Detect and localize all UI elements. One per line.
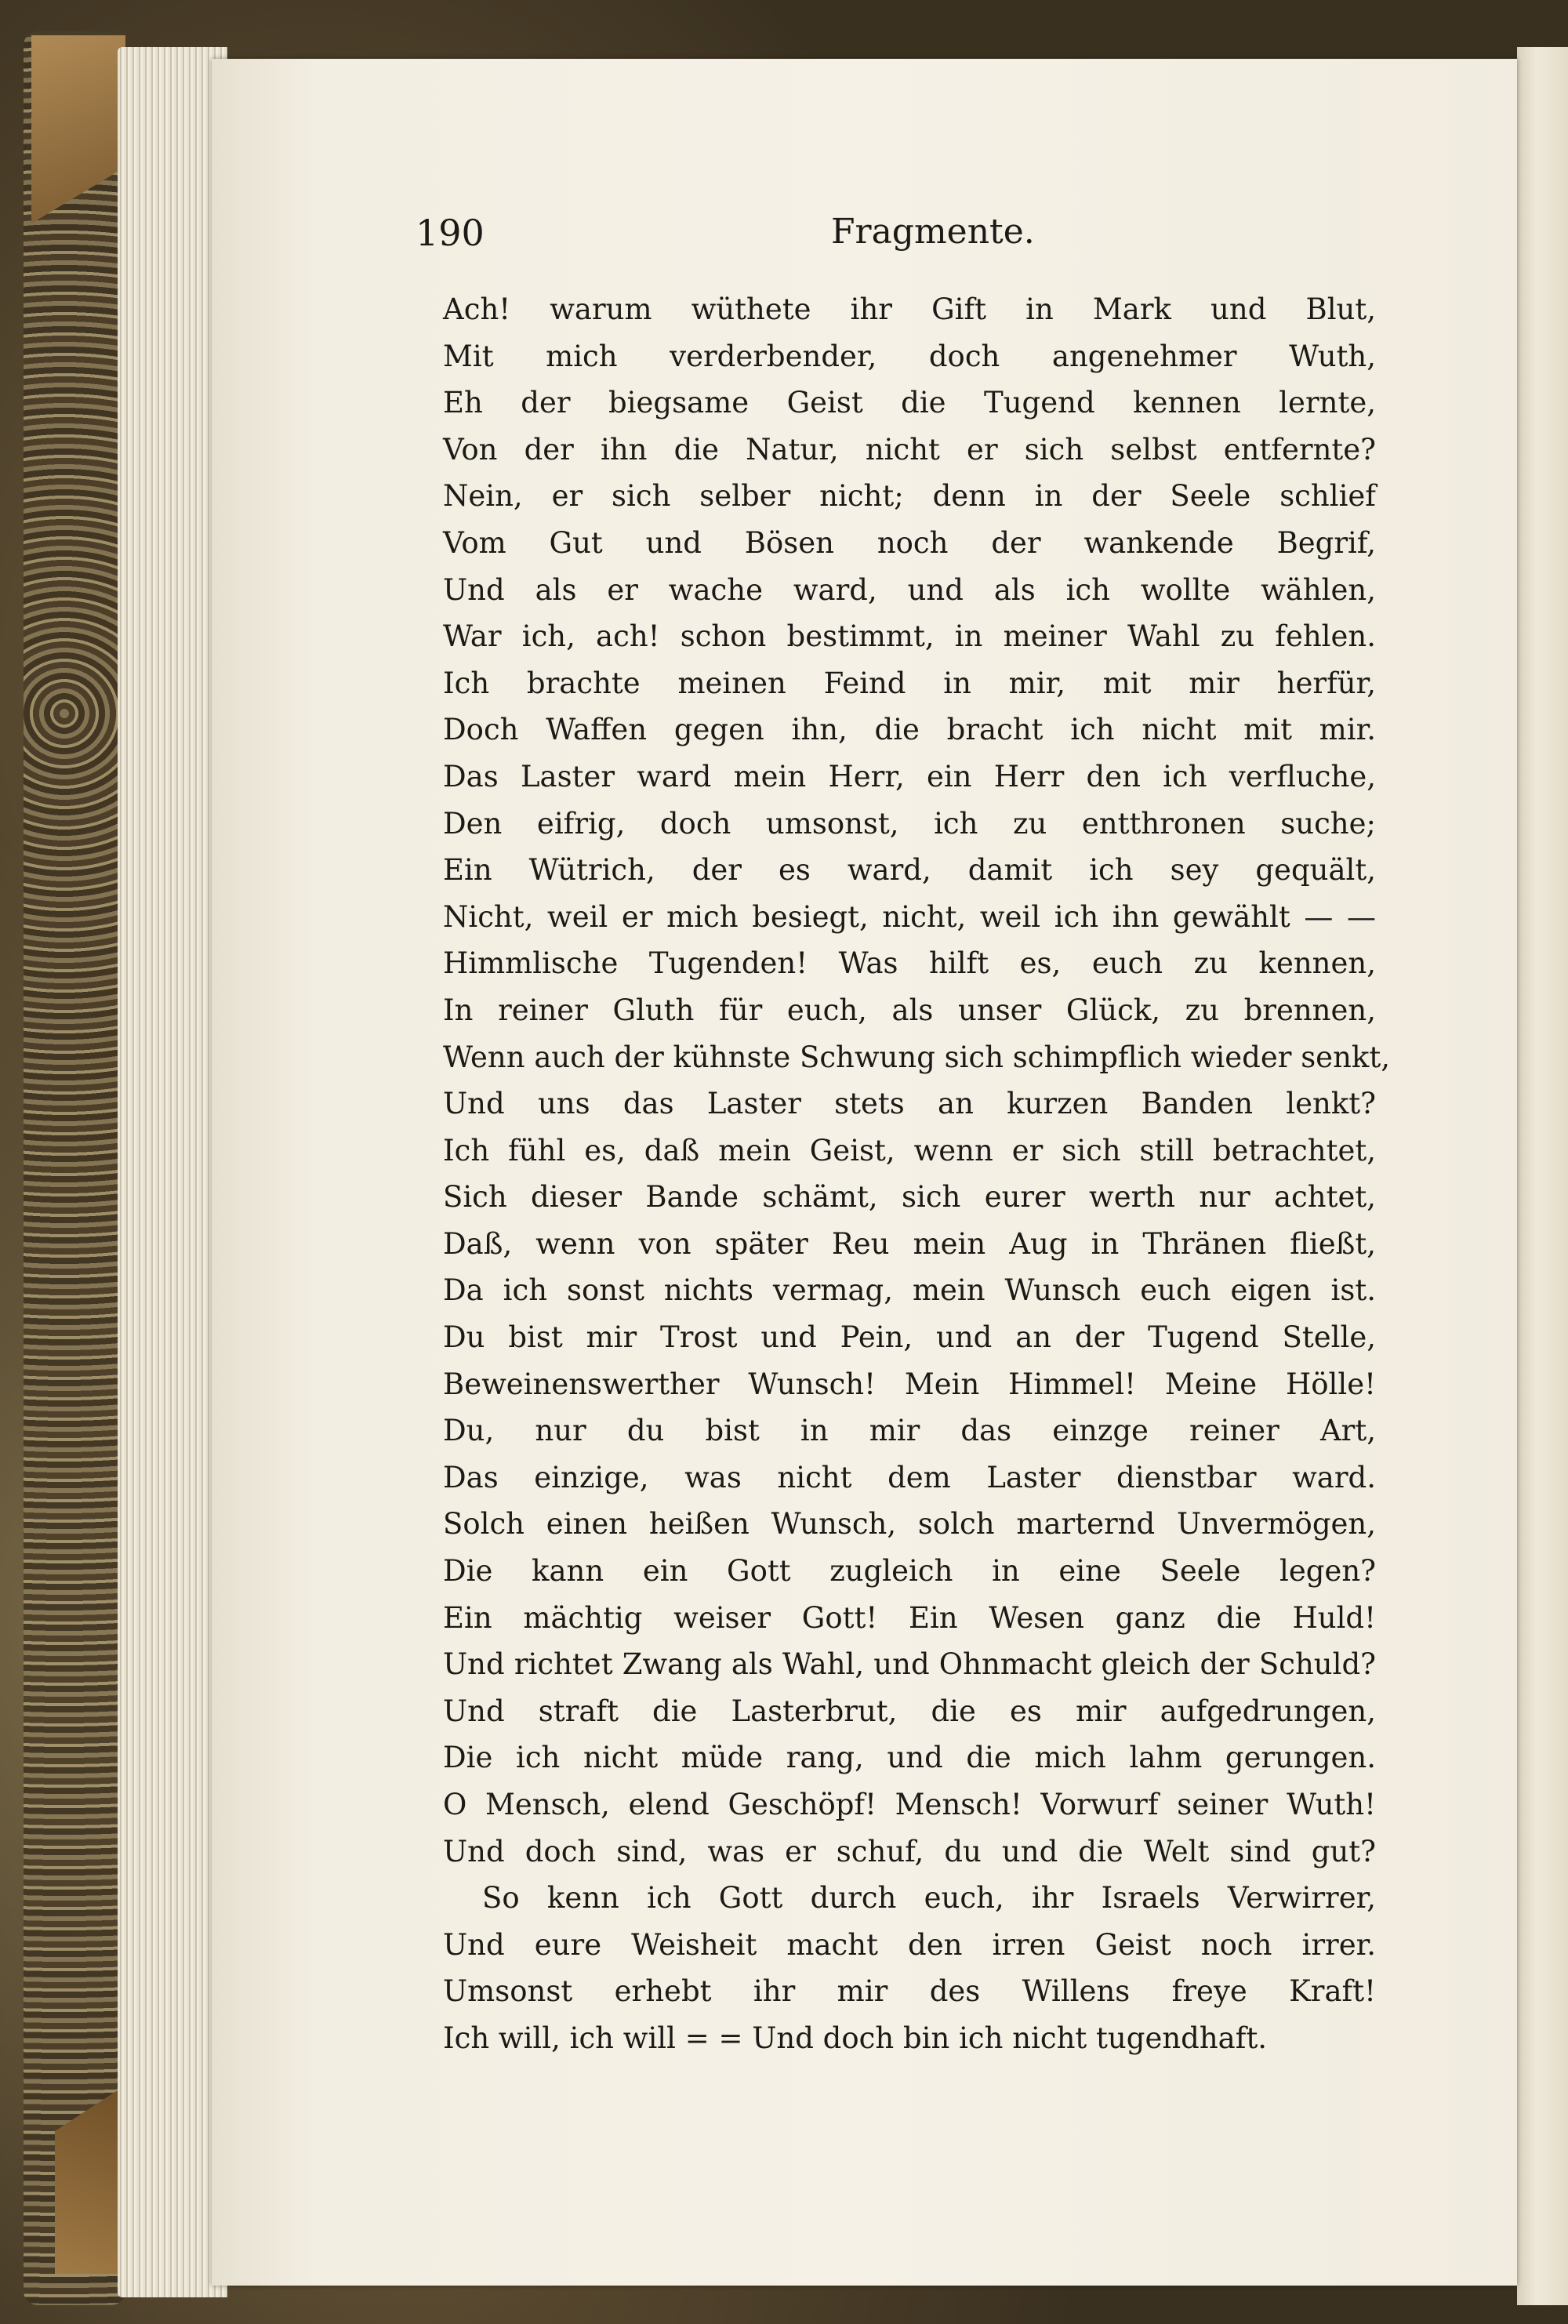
page-edges bbox=[118, 47, 227, 2297]
verse-line: Mit mich verderbender, doch angenehmer Wuth, bbox=[443, 339, 1376, 373]
verse-line: Nicht, weil er mich besiegt, nicht, weil ich ihn gewählt — — bbox=[443, 899, 1376, 934]
page-number: 190 bbox=[416, 212, 485, 254]
verse-line: Ach! warum wüthete ihr Gift in Mark und Blut, bbox=[443, 292, 1376, 326]
verse-line: Du bist mir Trost und Pein, und an der Tugend Stelle, bbox=[443, 1320, 1376, 1355]
verse-line: O Mensch, elend Geschöpf! Mensch! Vorwurf seiner Wuth! bbox=[443, 1788, 1376, 1821]
verse-line: Und doch sind, was er schuf, du und die Welt sind gut? bbox=[443, 1834, 1376, 1868]
verse-line: So kenn ich Gott durch euch, ihr Israels Verwirrer, bbox=[482, 1881, 1376, 1915]
verse-line: Und als er wache ward, und als ich wollte wählen, bbox=[443, 572, 1376, 607]
verse-line: Du, nur du bist in mir das einzge reiner Art, bbox=[443, 1414, 1376, 1448]
verse-line: Die ich nicht müde rang, und die mich lahm gerungen. bbox=[443, 1741, 1376, 1775]
verse-line: Die kann ein Gott zugleich in eine Seele legen? bbox=[443, 1554, 1376, 1589]
verse-line: Nein, er sich selber nicht; denn in der Seele schlief bbox=[443, 479, 1376, 514]
verse-line: Wenn auch der kühnste Schwung sich schimpflich wieder senkt, bbox=[443, 1040, 1390, 1074]
running-title: Fragmente. bbox=[831, 212, 1035, 252]
verse-line: Von der ihn die Natur, nicht er sich selbst entfernte? bbox=[443, 432, 1376, 467]
verse-line: Beweinenswerther Wunsch! Mein Himmel! Meine Hölle! bbox=[443, 1367, 1376, 1401]
verse-line: Das einzige, was nicht dem Laster dienstbar ward. bbox=[443, 1460, 1376, 1494]
verse-line: Und uns das Laster stets an kurzen Banden lenkt? bbox=[443, 1087, 1376, 1121]
verse-line: Sich dieser Bande schämt, sich eurer werth nur achtet, bbox=[443, 1180, 1376, 1215]
verse-line: Ein mächtig weiser Gott! Ein Wesen ganz die Huld! bbox=[443, 1600, 1376, 1635]
verse-line: Solch einen heißen Wunsch, solch marternd Unvermögen, bbox=[443, 1507, 1376, 1541]
verse-line: Umsonst erhebt ihr mir des Willens freye Kraft! bbox=[443, 1974, 1376, 2009]
verse-line: War ich, ach! schon bestimmt, in meiner Wahl zu fehlen. bbox=[443, 619, 1376, 654]
verse-line: Da ich sonst nichts vermag, mein Wunsch euch eigen ist. bbox=[443, 1273, 1376, 1308]
verse-line: Himmlische Tugenden! Was hilft es, euch zu kennen, bbox=[443, 946, 1376, 981]
verse-line: Und richtet Zwang als Wahl, und Ohnmacht gleich der Schuld? bbox=[443, 1647, 1376, 1682]
page-header bbox=[416, 212, 1325, 267]
verse-line: Ich fühl es, daß mein Geist, wenn er sich still betrachtet, bbox=[443, 1133, 1376, 1167]
verse-line: Ich will, ich will = = Und doch bin ich nicht tugendhaft. bbox=[443, 2021, 1268, 2055]
facing-page-edge bbox=[1517, 47, 1568, 2305]
verse-line: Doch Waffen gegen ihn, die bracht ich nicht mit mir. bbox=[443, 713, 1376, 747]
verse-line: Den eifrig, doch umsonst, ich zu entthronen suche; bbox=[443, 806, 1376, 841]
verse-line: Das Laster ward mein Herr, ein Herr den ich verfluche, bbox=[443, 759, 1376, 793]
verse-line: Vom Gut und Bösen noch der wankende Begrif, bbox=[443, 525, 1376, 560]
verse-line: Eh der biegsame Geist die Tugend kennen lernte, bbox=[443, 386, 1376, 420]
marbled-cover-pattern bbox=[24, 31, 125, 2305]
verse-line: Und straft die Lasterbrut, die es mir aufgedrungen, bbox=[443, 1694, 1376, 1728]
verse-line: Und eure Weisheit macht den irren Geist noch irrer. bbox=[443, 1927, 1376, 1962]
verse-line: In reiner Gluth für euch, als unser Glück, zu brennen, bbox=[443, 993, 1376, 1027]
verse-line: Ich brachte meinen Feind in mir, mit mir herfür, bbox=[443, 666, 1376, 700]
verse-line: Daß, wenn von später Reu mein Aug in Thränen fließt, bbox=[443, 1226, 1376, 1261]
verse-text bbox=[443, 286, 1390, 2062]
verse-line: Ein Wütrich, der es ward, damit ich sey gequält, bbox=[443, 853, 1376, 888]
